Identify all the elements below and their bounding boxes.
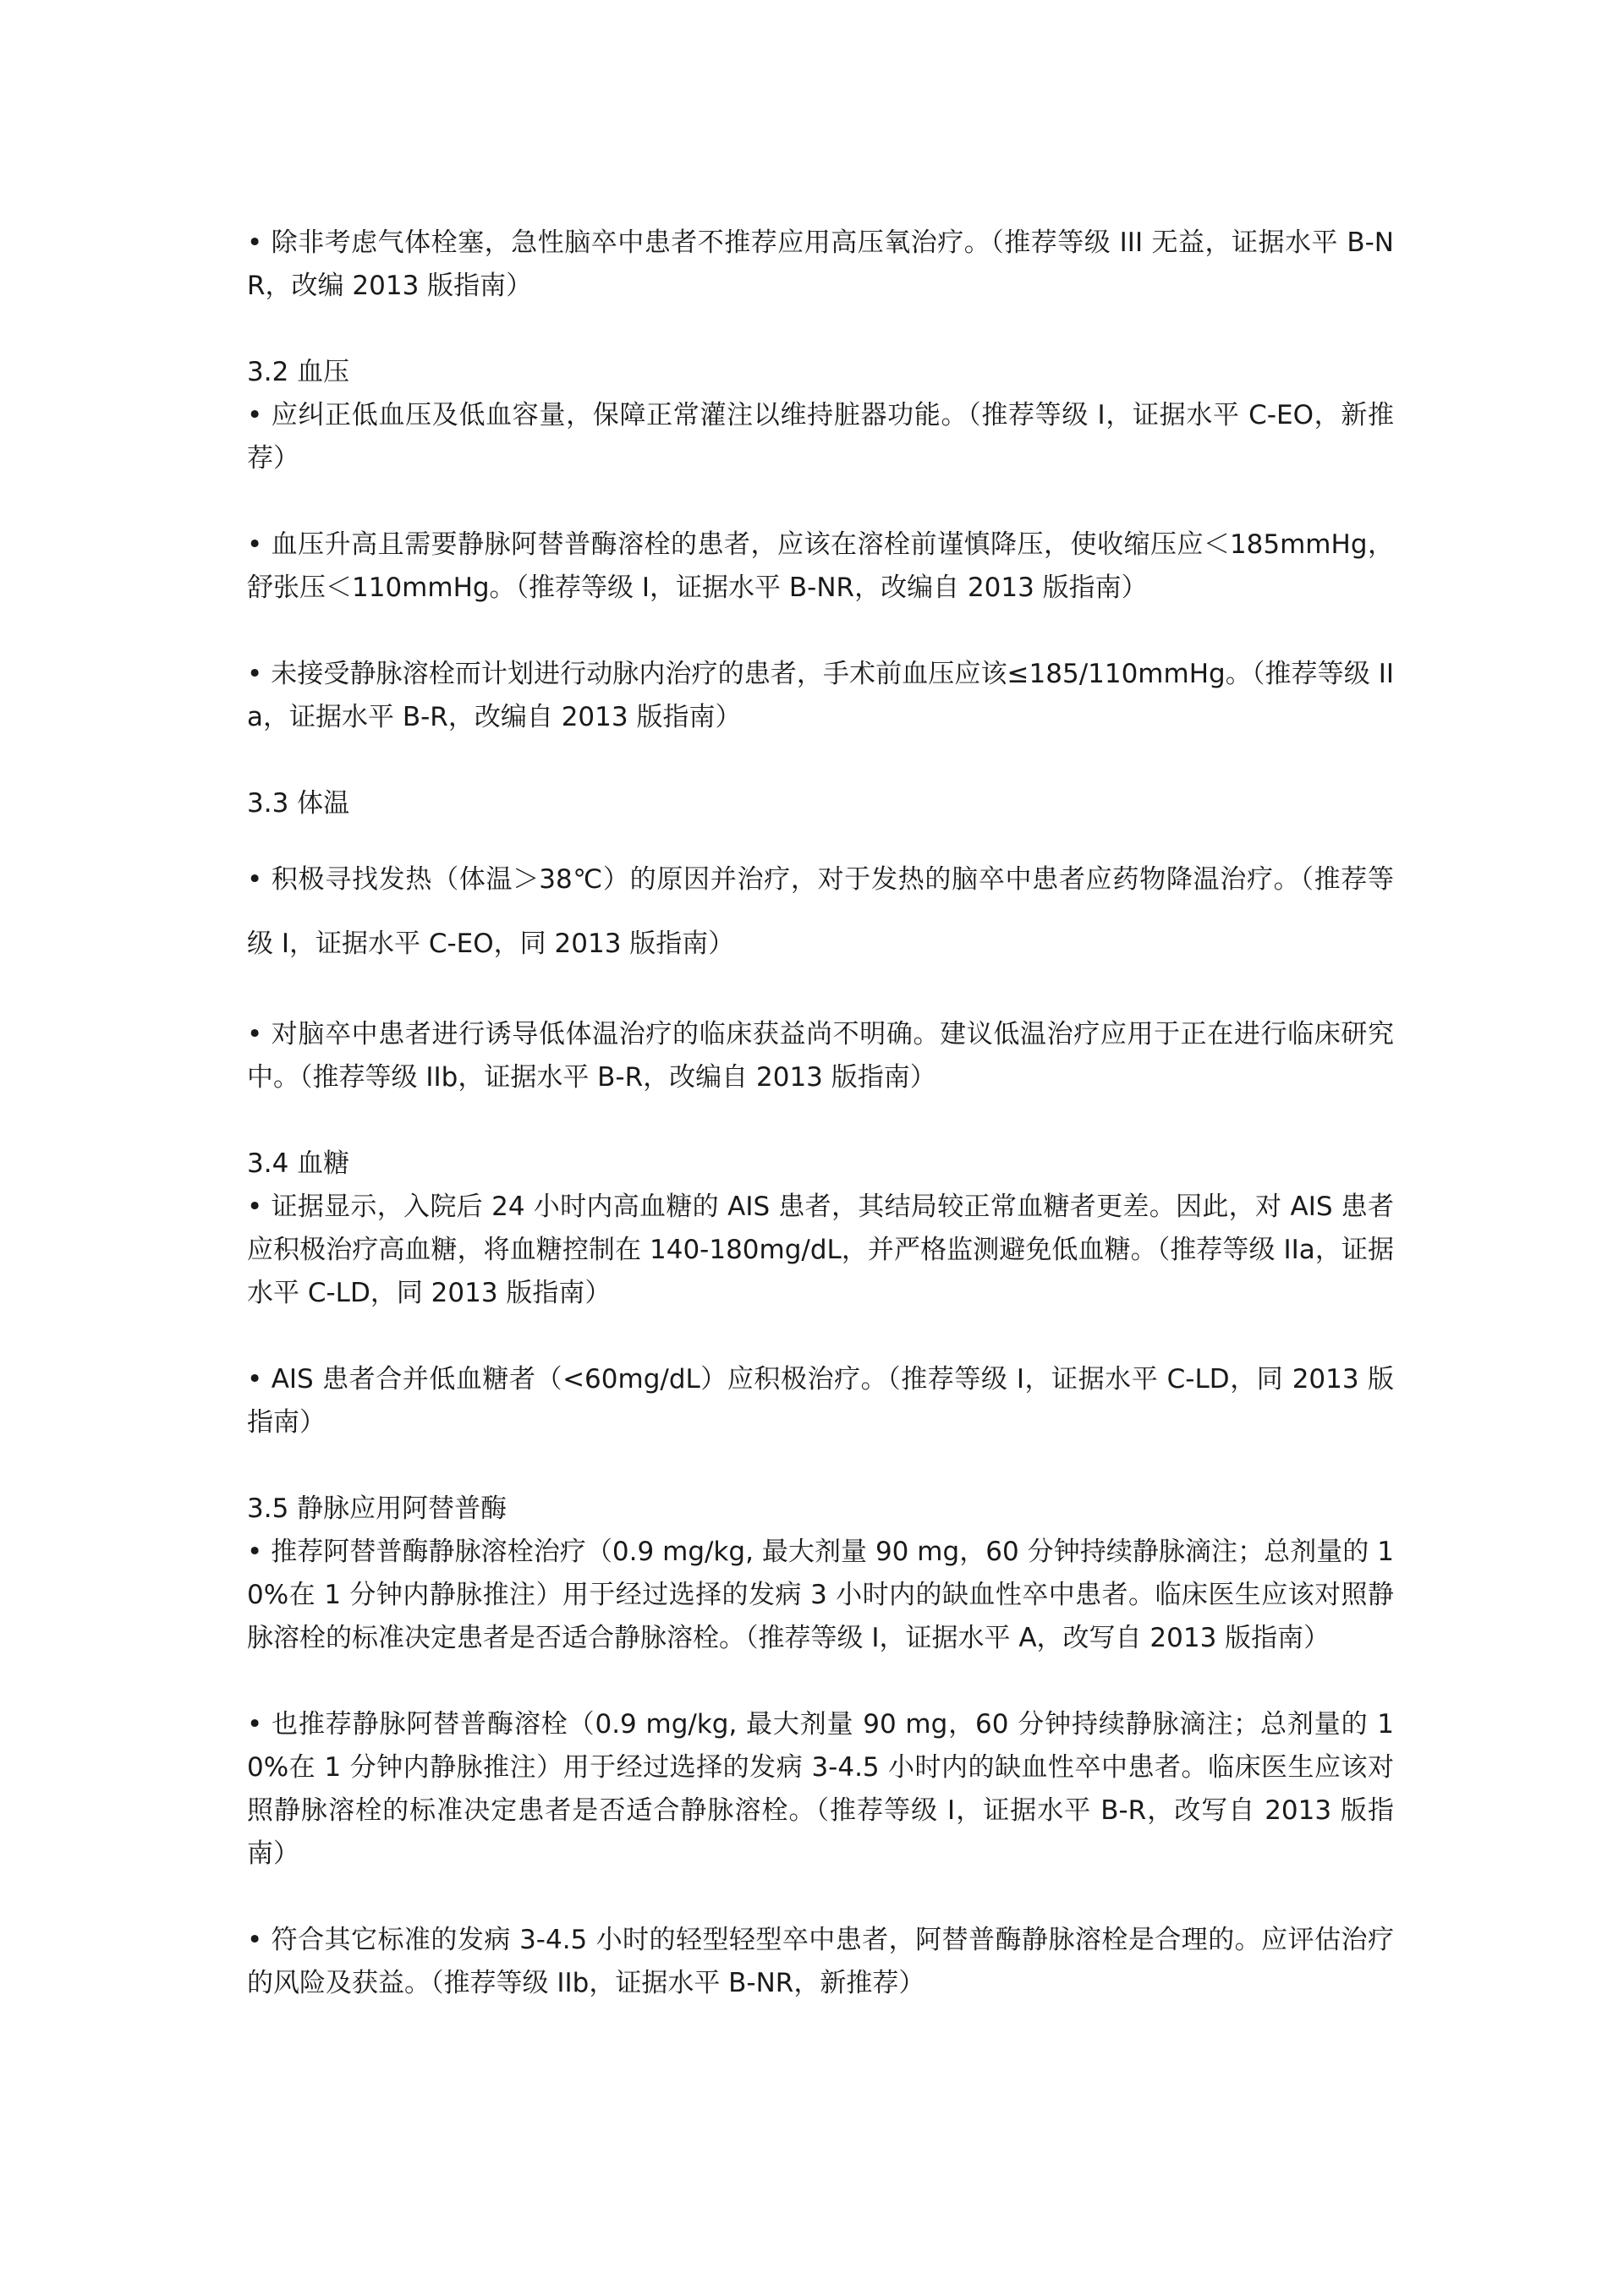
paragraph-alteplase-3h: • 推荐阿替普酶静脉溶栓治疗（0.9 mg/kg, 最大剂量 90 mg，60 分钟持续静脉滴注；总剂量的 10%在 1 分钟内静脉推注）用于经过选择的发病 3 小时内的缺血性卒中患者。临床医生应该对照静脉溶栓的标准决定患者是否适合静脉溶栓。（推荐等级 I，证据水平 A，改写自 2013 版指南） bbox=[247, 1537, 1394, 1653]
paragraph-hypothermia: • 对脑卒中患者进行诱导低体温治疗的临床获益尚不明确。建议低温治疗应用于正在进行临床研究中。（推荐等级 IIb，证据水平 B-R，改编自 2013 版指南） bbox=[247, 1019, 1394, 1093]
paragraph-bp-endovascular: • 未接受静脉溶栓而计划进行动脉内治疗的患者，手术前血压应该≤185/110mmHg。（推荐等级 IIa，证据水平 B-R，改编自 2013 版指南） bbox=[247, 659, 1394, 732]
section-heading-alteplase: 3.5 静脉应用阿替普酶 bbox=[247, 1493, 508, 1524]
paragraph-hypoglycemia: • AIS 患者合并低血糖者（<60mg/dL）应积极治疗。（推荐等级 I，证据水平 C-LD，同 2013 版指南） bbox=[247, 1364, 1394, 1438]
document-page bbox=[247, 222, 1394, 2005]
section-heading-blood-pressure: 3.2 血压 bbox=[247, 357, 350, 387]
paragraph-hyperglycemia: • 证据显示，入院后 24 小时内高血糖的 AIS 患者，其结局较正常血糖者更差。因此，对 AIS 患者应积极治疗高血糖，将血糖控制在 140-180mg/dL，并严格监测避免低血糖。（推荐等级 IIa，证据水平 C-LD，同 2013 版指南） bbox=[247, 1192, 1394, 1308]
paragraph-fever: • 积极寻找发热（体温＞38℃）的原因并治疗，对于发热的脑卒中患者应药物降温治疗。（推荐等级 I，证据水平 C-EO，同 2013 版指南） bbox=[247, 864, 1394, 959]
section-heading-temperature: 3.3 体温 bbox=[247, 788, 350, 819]
paragraph-hypotension: • 应纠正低血压及低血容量，保障正常灌注以维持脏器功能。（推荐等级 I，证据水平 C-EO，新推荐） bbox=[247, 400, 1394, 474]
section-heading-blood-glucose: 3.4 血糖 bbox=[247, 1148, 350, 1179]
paragraph-alteplase-3-4-5h: • 也推荐静脉阿替普酶溶栓（0.9 mg/kg, 最大剂量 90 mg，60 分钟持续静脉滴注；总剂量的 10%在 1 分钟内静脉推注）用于经过选择的发病 3-4.5 小时内的缺血性卒中患者。临床医生应该对照静脉溶栓的标准决定患者是否适合静脉溶栓。（推荐等级 I，证据水平 B-R，改写自 2013 版指南） bbox=[247, 1709, 1394, 1869]
paragraph-mild-stroke: • 符合其它标准的发病 3-4.5 小时的轻型轻型卒中患者，阿替普酶静脉溶栓是合理的。应评估治疗的风险及获益。（推荐等级 IIb，证据水平 B-NR，新推荐） bbox=[247, 1925, 1394, 1998]
paragraph-bp-before-thrombolysis: • 血压升高且需要静脉阿替普酶溶栓的患者，应该在溶栓前谨慎降压，使收缩压应＜185mmHg，舒张压＜110mmHg。（推荐等级 I，证据水平 B-NR，改编自 2013 版指南） bbox=[247, 529, 1394, 603]
paragraph-hyperbaric-oxygen: • 除非考虑气体栓塞，急性脑卒中患者不推荐应用高压氧治疗。（推荐等级 III 无益，证据水平 B-NR，改编 2013 版指南） bbox=[247, 227, 1394, 301]
